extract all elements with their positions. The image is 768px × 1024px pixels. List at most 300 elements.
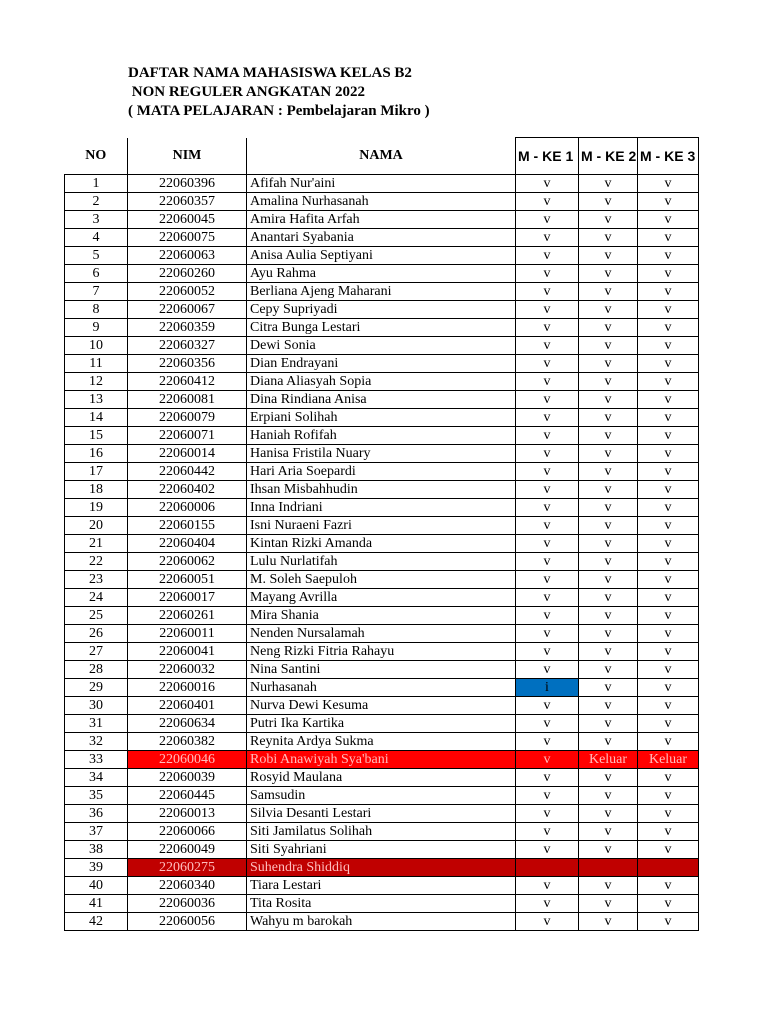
cell-m3: v: [638, 247, 699, 265]
cell-m3: v: [638, 229, 699, 247]
cell-m2: v: [579, 229, 638, 247]
cell-m3: v: [638, 805, 699, 823]
cell-no: 31: [65, 715, 128, 733]
cell-m1: v: [516, 481, 579, 499]
cell-m1: v: [516, 463, 579, 481]
cell-nama: Neng Rizki Fitria Rahayu: [247, 643, 516, 661]
cell-m1: v: [516, 427, 579, 445]
table-row: [65, 373, 699, 391]
table-row: [65, 481, 699, 499]
cell-m2: v: [579, 499, 638, 517]
cell-m3: v: [638, 787, 699, 805]
cell-no: 28: [65, 661, 128, 679]
cell-m2: v: [579, 661, 638, 679]
cell-m3: v: [638, 841, 699, 859]
cell-m3: v: [638, 445, 699, 463]
cell-m2: v: [579, 175, 638, 193]
cell-no: 36: [65, 805, 128, 823]
cell-m1: v: [516, 787, 579, 805]
cell-nama: Isni Nuraeni Fazri: [247, 517, 516, 535]
cell-nama: Lulu Nurlatifah: [247, 553, 516, 571]
cell-nama: Citra Bunga Lestari: [247, 319, 516, 337]
cell-m1: v: [516, 571, 579, 589]
cell-m3: v: [638, 715, 699, 733]
cell-m2: v: [579, 697, 638, 715]
cell-m2: [579, 859, 638, 877]
cell-m2: v: [579, 571, 638, 589]
cell-nim: 22060356: [128, 355, 247, 373]
cell-nim: 22060071: [128, 427, 247, 445]
cell-no: 16: [65, 445, 128, 463]
cell-no: 20: [65, 517, 128, 535]
cell-m1: v: [516, 193, 579, 211]
cell-m2: v: [579, 481, 638, 499]
table-row: [65, 499, 699, 517]
cell-no: 12: [65, 373, 128, 391]
cell-nim: 22060046: [128, 751, 247, 769]
cell-m3: v: [638, 175, 699, 193]
cell-no: 33: [65, 751, 128, 769]
cell-m2: v: [579, 463, 638, 481]
cell-m1: i: [516, 679, 579, 697]
table-row: [65, 265, 699, 283]
cell-nama: Haniah Rofifah: [247, 427, 516, 445]
cell-m3: v: [638, 391, 699, 409]
cell-m1: v: [516, 715, 579, 733]
cell-nim: 22060045: [128, 211, 247, 229]
cell-m3: v: [638, 607, 699, 625]
cell-nama: Dewi Sonia: [247, 337, 516, 355]
cell-m2: v: [579, 625, 638, 643]
cell-nim: 22060445: [128, 787, 247, 805]
cell-nim: 22060032: [128, 661, 247, 679]
cell-nim: 22060357: [128, 193, 247, 211]
cell-nama: Inna Indriani: [247, 499, 516, 517]
cell-nama: Tita Rosita: [247, 895, 516, 913]
cell-m2: v: [579, 445, 638, 463]
cell-m3: v: [638, 337, 699, 355]
cell-m3: v: [638, 355, 699, 373]
cell-nim: 22060081: [128, 391, 247, 409]
cell-m1: v: [516, 535, 579, 553]
cell-m1: v: [516, 895, 579, 913]
cell-m1: v: [516, 409, 579, 427]
title-line-1: DAFTAR NAMA MAHASISWA KELAS B2: [128, 65, 412, 81]
cell-m1: v: [516, 643, 579, 661]
cell-nim: 22060067: [128, 301, 247, 319]
cell-m3: v: [638, 301, 699, 319]
cell-m3: v: [638, 193, 699, 211]
cell-nim: 22060051: [128, 571, 247, 589]
cell-m3: Keluar: [638, 751, 699, 769]
cell-m2: v: [579, 265, 638, 283]
title-line-3: ( MATA PELAJARAN : Pembelajaran Mikro ): [128, 103, 430, 119]
header-nim: NIM: [128, 138, 247, 175]
cell-m2: v: [579, 733, 638, 751]
cell-nama: M. Soleh Saepuloh: [247, 571, 516, 589]
table-row: [65, 859, 699, 877]
cell-m2: Keluar: [579, 751, 638, 769]
table-row: [65, 517, 699, 535]
cell-no: 15: [65, 427, 128, 445]
cell-nim: 22060056: [128, 913, 247, 931]
cell-nama: Hari Aria Soepardi: [247, 463, 516, 481]
cell-m3: v: [638, 427, 699, 445]
cell-m3: v: [638, 553, 699, 571]
header-m1: M - KE 1: [516, 138, 579, 175]
cell-nama: Nina Santini: [247, 661, 516, 679]
cell-nama: Robi Anawiyah Sya'bani: [247, 751, 516, 769]
cell-nim: 22060079: [128, 409, 247, 427]
table-row: [65, 607, 699, 625]
cell-m1: v: [516, 589, 579, 607]
header-m2: M - KE 2: [579, 138, 638, 175]
cell-m2: v: [579, 643, 638, 661]
cell-m1: v: [516, 751, 579, 769]
cell-m1: v: [516, 769, 579, 787]
cell-m2: v: [579, 247, 638, 265]
cell-no: 37: [65, 823, 128, 841]
cell-nim: 22060039: [128, 769, 247, 787]
cell-m3: v: [638, 571, 699, 589]
cell-m3: v: [638, 823, 699, 841]
cell-nim: 22060261: [128, 607, 247, 625]
table-row: [65, 913, 699, 931]
cell-m2: v: [579, 607, 638, 625]
cell-m2: v: [579, 769, 638, 787]
cell-nama: Nurva Dewi Kesuma: [247, 697, 516, 715]
cell-m1: v: [516, 517, 579, 535]
cell-nim: 22060382: [128, 733, 247, 751]
cell-m3: v: [638, 679, 699, 697]
cell-nama: Anisa Aulia Septiyani: [247, 247, 516, 265]
cell-nama: Samsudin: [247, 787, 516, 805]
cell-m2: v: [579, 337, 638, 355]
cell-m2: v: [579, 823, 638, 841]
cell-nim: 22060442: [128, 463, 247, 481]
cell-m3: v: [638, 877, 699, 895]
cell-no: 30: [65, 697, 128, 715]
cell-m2: v: [579, 355, 638, 373]
cell-m1: [516, 859, 579, 877]
cell-m1: v: [516, 391, 579, 409]
cell-m2: v: [579, 409, 638, 427]
cell-no: 23: [65, 571, 128, 589]
cell-m3: v: [638, 211, 699, 229]
cell-m3: v: [638, 625, 699, 643]
table-row: [65, 247, 699, 265]
cell-nama: Rosyid Maulana: [247, 769, 516, 787]
cell-nim: 22060155: [128, 517, 247, 535]
cell-nim: 22060052: [128, 283, 247, 301]
cell-m1: v: [516, 607, 579, 625]
cell-nama: Wahyu m barokah: [247, 913, 516, 931]
table-row: [65, 643, 699, 661]
cell-nama: Ayu Rahma: [247, 265, 516, 283]
cell-no: 24: [65, 589, 128, 607]
table-row: [65, 661, 699, 679]
cell-no: 42: [65, 913, 128, 931]
cell-m2: v: [579, 535, 638, 553]
cell-m1: v: [516, 445, 579, 463]
cell-nim: 22060036: [128, 895, 247, 913]
cell-nama: Anantari Syabania: [247, 229, 516, 247]
cell-nim: 22060412: [128, 373, 247, 391]
cell-m1: v: [516, 553, 579, 571]
cell-nim: 22060634: [128, 715, 247, 733]
cell-nim: 22060016: [128, 679, 247, 697]
cell-m2: v: [579, 301, 638, 319]
table-body: [65, 175, 699, 931]
cell-m1: v: [516, 301, 579, 319]
cell-no: 38: [65, 841, 128, 859]
cell-nim: 22060075: [128, 229, 247, 247]
cell-no: 13: [65, 391, 128, 409]
cell-no: 19: [65, 499, 128, 517]
cell-nim: 22060260: [128, 265, 247, 283]
cell-nim: 22060013: [128, 805, 247, 823]
cell-nim: 22060066: [128, 823, 247, 841]
cell-nama: Siti Syahriani: [247, 841, 516, 859]
cell-nim: 22060275: [128, 859, 247, 877]
cell-m2: v: [579, 805, 638, 823]
cell-no: 5: [65, 247, 128, 265]
cell-no: 4: [65, 229, 128, 247]
cell-m2: v: [579, 553, 638, 571]
cell-m3: v: [638, 643, 699, 661]
cell-nim: 22060359: [128, 319, 247, 337]
cell-m2: v: [579, 715, 638, 733]
cell-m2: v: [579, 679, 638, 697]
cell-nim: 22060006: [128, 499, 247, 517]
table-row: [65, 877, 699, 895]
cell-m3: v: [638, 319, 699, 337]
cell-m1: v: [516, 733, 579, 751]
table-row: [65, 427, 699, 445]
cell-no: 17: [65, 463, 128, 481]
table-row: [65, 715, 699, 733]
cell-nama: Siti Jamilatus Solihah: [247, 823, 516, 841]
cell-nama: Erpiani Solihah: [247, 409, 516, 427]
cell-m3: v: [638, 265, 699, 283]
cell-no: 35: [65, 787, 128, 805]
table-row: [65, 769, 699, 787]
table-row: [65, 841, 699, 859]
cell-no: 11: [65, 355, 128, 373]
cell-no: 10: [65, 337, 128, 355]
cell-m1: v: [516, 337, 579, 355]
cell-nim: 22060401: [128, 697, 247, 715]
cell-nama: Dina Rindiana Anisa: [247, 391, 516, 409]
table-row: [65, 337, 699, 355]
cell-no: 25: [65, 607, 128, 625]
cell-no: 32: [65, 733, 128, 751]
cell-nama: Ihsan Misbahhudin: [247, 481, 516, 499]
cell-nim: 22060402: [128, 481, 247, 499]
cell-no: 29: [65, 679, 128, 697]
cell-m3: v: [638, 661, 699, 679]
cell-nama: Mira Shania: [247, 607, 516, 625]
table-row: [65, 301, 699, 319]
table-row: [65, 391, 699, 409]
cell-no: 14: [65, 409, 128, 427]
cell-no: 6: [65, 265, 128, 283]
title-line-2: NON REGULER ANGKATAN 2022: [128, 84, 365, 100]
cell-m3: v: [638, 769, 699, 787]
cell-no: 21: [65, 535, 128, 553]
cell-m2: v: [579, 895, 638, 913]
cell-m2: v: [579, 211, 638, 229]
cell-no: 27: [65, 643, 128, 661]
cell-m3: v: [638, 913, 699, 931]
cell-m1: v: [516, 625, 579, 643]
cell-nama: Nenden Nursalamah: [247, 625, 516, 643]
cell-m2: v: [579, 391, 638, 409]
cell-no: 22: [65, 553, 128, 571]
cell-m3: [638, 859, 699, 877]
cell-nim: 22060327: [128, 337, 247, 355]
table-row: [65, 805, 699, 823]
cell-nim: 22060063: [128, 247, 247, 265]
cell-m2: v: [579, 283, 638, 301]
cell-m1: v: [516, 229, 579, 247]
cell-m1: v: [516, 913, 579, 931]
cell-m1: v: [516, 697, 579, 715]
cell-no: 40: [65, 877, 128, 895]
table-row: [65, 229, 699, 247]
cell-nama: Tiara Lestari: [247, 877, 516, 895]
table-row: [65, 283, 699, 301]
table-row: [65, 697, 699, 715]
cell-m1: v: [516, 841, 579, 859]
table-row: [65, 823, 699, 841]
header-m3: M - KE 3: [638, 138, 699, 175]
cell-m3: v: [638, 463, 699, 481]
cell-nama: Diana Aliasyah Sopia: [247, 373, 516, 391]
cell-m2: v: [579, 787, 638, 805]
table-row: [65, 679, 699, 697]
cell-nim: 22060062: [128, 553, 247, 571]
table-row: [65, 535, 699, 553]
table-row: [65, 625, 699, 643]
cell-no: 26: [65, 625, 128, 643]
cell-m1: v: [516, 247, 579, 265]
header-no: NO: [65, 138, 128, 175]
cell-m1: v: [516, 319, 579, 337]
cell-m2: v: [579, 913, 638, 931]
cell-m2: v: [579, 517, 638, 535]
cell-nama: Reynita Ardya Sukma: [247, 733, 516, 751]
cell-nama: Mayang Avrilla: [247, 589, 516, 607]
cell-nama: Hanisa Fristila Nuary: [247, 445, 516, 463]
cell-m3: v: [638, 589, 699, 607]
cell-no: 39: [65, 859, 128, 877]
header-nama: NAMA: [247, 138, 516, 175]
cell-no: 18: [65, 481, 128, 499]
cell-m1: v: [516, 265, 579, 283]
cell-no: 2: [65, 193, 128, 211]
cell-m3: v: [638, 535, 699, 553]
table-row: [65, 895, 699, 913]
cell-nim: 22060340: [128, 877, 247, 895]
cell-m3: v: [638, 697, 699, 715]
cell-m3: v: [638, 409, 699, 427]
cell-nama: Dian Endrayani: [247, 355, 516, 373]
cell-m2: v: [579, 193, 638, 211]
cell-m3: v: [638, 733, 699, 751]
table-row: [65, 589, 699, 607]
cell-m2: v: [579, 877, 638, 895]
table-row: [65, 175, 699, 193]
table-row: [65, 751, 699, 769]
cell-no: 34: [65, 769, 128, 787]
student-table: [64, 137, 699, 931]
cell-nama: Nurhasanah: [247, 679, 516, 697]
table-row: [65, 409, 699, 427]
cell-nama: Amira Hafita Arfah: [247, 211, 516, 229]
cell-no: 1: [65, 175, 128, 193]
cell-nama: Afifah Nur'aini: [247, 175, 516, 193]
table-row: [65, 571, 699, 589]
cell-no: 9: [65, 319, 128, 337]
table-row: [65, 211, 699, 229]
cell-nim: 22060014: [128, 445, 247, 463]
table-row: [65, 319, 699, 337]
table-row: [65, 733, 699, 751]
cell-no: 3: [65, 211, 128, 229]
cell-nama: Silvia Desanti Lestari: [247, 805, 516, 823]
table-header-row: [65, 138, 699, 175]
cell-nama: Cepy Supriyadi: [247, 301, 516, 319]
cell-m2: v: [579, 319, 638, 337]
cell-m1: v: [516, 499, 579, 517]
table-row: [65, 463, 699, 481]
cell-m1: v: [516, 373, 579, 391]
cell-nama: Kintan Rizki Amanda: [247, 535, 516, 553]
cell-m3: v: [638, 517, 699, 535]
cell-m1: v: [516, 175, 579, 193]
cell-m1: v: [516, 823, 579, 841]
cell-nim: 22060011: [128, 625, 247, 643]
cell-m3: v: [638, 895, 699, 913]
cell-m1: v: [516, 283, 579, 301]
cell-no: 7: [65, 283, 128, 301]
cell-m2: v: [579, 373, 638, 391]
cell-no: 8: [65, 301, 128, 319]
cell-m2: v: [579, 841, 638, 859]
cell-m3: v: [638, 481, 699, 499]
cell-nama: Amalina Nurhasanah: [247, 193, 516, 211]
cell-m2: v: [579, 589, 638, 607]
cell-m1: v: [516, 805, 579, 823]
cell-nama: Berliana Ajeng Maharani: [247, 283, 516, 301]
cell-m2: v: [579, 427, 638, 445]
cell-m3: v: [638, 283, 699, 301]
cell-nim: 22060041: [128, 643, 247, 661]
table-row: [65, 553, 699, 571]
cell-m1: v: [516, 661, 579, 679]
cell-no: 41: [65, 895, 128, 913]
cell-m1: v: [516, 877, 579, 895]
cell-nama: Putri Ika Kartika: [247, 715, 516, 733]
table-row: [65, 445, 699, 463]
cell-m1: v: [516, 355, 579, 373]
cell-m3: v: [638, 373, 699, 391]
cell-m3: v: [638, 499, 699, 517]
cell-nama: Suhendra Shiddiq: [247, 859, 516, 877]
cell-nim: 22060396: [128, 175, 247, 193]
cell-nim: 22060049: [128, 841, 247, 859]
